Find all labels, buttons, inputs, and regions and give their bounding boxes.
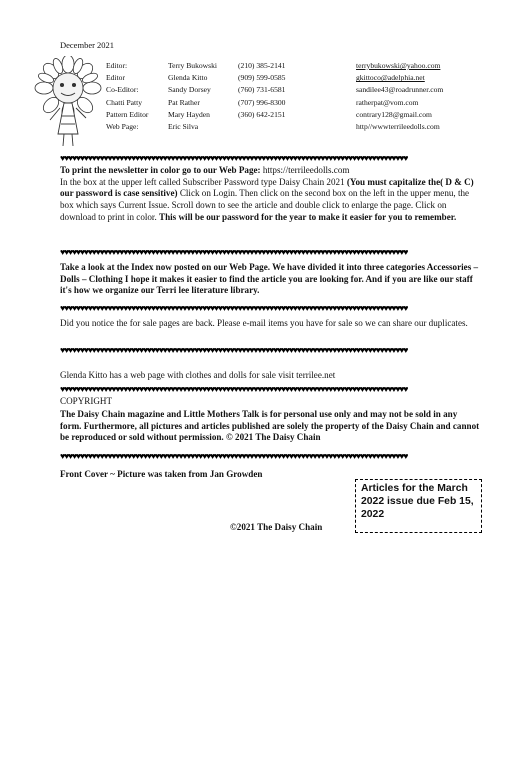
staff-role: Chatti Patty xyxy=(106,97,143,107)
staff-role: Co-Editor: xyxy=(106,85,139,95)
staff-phone: (760) 731-6581 xyxy=(238,85,286,95)
staff-email-link[interactable]: terrybukowski@yahoo.com xyxy=(356,61,441,70)
staff-name: Glenda Kitto xyxy=(168,73,208,83)
copyright-text: The Daisy Chain magazine and Little Mothers Talk is for personal use only and may not be sold in any form. Furthermore, all pictures and articles published are solely the property of the Daisy Chain and cannot be reproduced or sold without permission. © 2021 The Daisy Chain xyxy=(60,409,480,443)
staff-name: Terry Bukowski xyxy=(168,61,218,70)
staff-email-link[interactable]: gkittoco@adelphia.net xyxy=(356,73,425,83)
staff-phone: (707) 996-8300 xyxy=(238,97,286,107)
for-sale-note: Did you notice the for sale pages are back. Please e-mail items you have for sale so we can share our duplicates. xyxy=(60,318,468,328)
copyright-title: COPYRIGHT xyxy=(60,396,113,406)
print-instructions xyxy=(60,165,480,224)
heart-divider: ♥♥♥♥♥♥♥♥♥♥♥♥♥♥♥♥♥♥♥♥♥♥♥♥♥♥♥♥♥♥♥♥♥♥♥♥♥♥♥♥♥♥♥♥♥♥♥♥♥♥♥♥♥♥♥♥♥♥♥♥♥♥♥♥♥♥♥♥♥♥♥♥♥♥♥♥♥♥♥♥♥♥♥♥♥♥♥♥ xyxy=(60,451,408,461)
deadline-box: Articles for the March 2022 issue due Feb 15, 2022 xyxy=(355,479,482,533)
staff-phone: (360) 642-2151 xyxy=(238,109,286,119)
staff-role: Web Page: xyxy=(106,121,139,131)
heart-divider: ♥♥♥♥♥♥♥♥♥♥♥♥♥♥♥♥♥♥♥♥♥♥♥♥♥♥♥♥♥♥♥♥♥♥♥♥♥♥♥♥♥♥♥♥♥♥♥♥♥♥♥♥♥♥♥♥♥♥♥♥♥♥♥♥♥♥♥♥♥♥♥♥♥♥♥♥♥♥♥♥♥♥♥♥♥♥♥♥ xyxy=(60,153,408,163)
front-cover-credit: Front Cover ~ Picture was taken from Jan Growden xyxy=(60,469,263,479)
glenda-web-note: Glenda Kitto has a web page with clothes and dolls for sale visit terrilee.net xyxy=(60,370,336,380)
newsletter-date: December 2021 xyxy=(60,40,115,50)
staff-email: sandilee43@roadrunner.com xyxy=(356,85,444,95)
staff-email: ratherpat@vom.com xyxy=(356,97,419,107)
web-page-link[interactable]: http//wwwterrileedolls.com xyxy=(356,121,440,131)
staff-role: Editor xyxy=(106,73,125,83)
heart-divider: ♥♥♥♥♥♥♥♥♥♥♥♥♥♥♥♥♥♥♥♥♥♥♥♥♥♥♥♥♥♥♥♥♥♥♥♥♥♥♥♥♥♥♥♥♥♥♥♥♥♥♥♥♥♥♥♥♥♥♥♥♥♥♥♥♥♥♥♥♥♥♥♥♥♥♥♥♥♥♥♥♥♥♥♥♥♥♥♥ xyxy=(60,247,408,257)
heart-divider: ♥♥♥♥♥♥♥♥♥♥♥♥♥♥♥♥♥♥♥♥♥♥♥♥♥♥♥♥♥♥♥♥♥♥♥♥♥♥♥♥♥♥♥♥♥♥♥♥♥♥♥♥♥♥♥♥♥♥♥♥♥♥♥♥♥♥♥♥♥♥♥♥♥♥♥♥♥♥♥♥♥♥♥♥♥♥♥♥ xyxy=(60,384,408,394)
capitalize-note: (You must capitalize the( D & C) our password is case sensitive) xyxy=(60,176,474,199)
print-title: To print the newsletter in color go to our Web Page: xyxy=(60,165,261,175)
daisy-doll-logo xyxy=(34,56,102,148)
staff-name: Pat Rather xyxy=(168,97,200,107)
index-note: Take a look at the Index now posted on our Web Page. We have divided it into three categories Accessories – Dolls – Clothing I hope it makes it easier to find the article you are looking for. And if you are like our staff it's how we organize our Terri lee literature library. xyxy=(60,262,479,296)
website-link[interactable]: https://terrileedolls.com xyxy=(260,165,350,175)
staff-role: Editor: xyxy=(106,61,128,70)
staff-phone: (210) 385-2141 xyxy=(238,61,286,70)
staff-email: contrary128@gmail.com xyxy=(356,109,432,119)
footer-copyright: ©2021 The Daisy Chain xyxy=(230,522,323,532)
print-body-1: In the box at the upper left called Subscriber Password type Daisy Chain 2021 xyxy=(60,176,347,187)
staff-role: Pattern Editor xyxy=(106,109,149,119)
password-note: This will be our password for the year to make it easier for you to remember. xyxy=(159,211,457,222)
heart-divider: ♥♥♥♥♥♥♥♥♥♥♥♥♥♥♥♥♥♥♥♥♥♥♥♥♥♥♥♥♥♥♥♥♥♥♥♥♥♥♥♥♥♥♥♥♥♥♥♥♥♥♥♥♥♥♥♥♥♥♥♥♥♥♥♥♥♥♥♥♥♥♥♥♥♥♥♥♥♥♥♥♥♥♥♥♥♥♥♥ xyxy=(60,303,408,313)
staff-name: Mary Hayden xyxy=(168,109,210,119)
print-body-2: Click on Login. Then click on the second box on the left in the upper menu, the box which says Current Issue. Scroll down to see the article and double click to enlarge the page. Click on download to print in color. xyxy=(60,188,470,222)
staff-name: Eric Silva xyxy=(168,121,199,131)
staff-name: Sandy Dorsey xyxy=(168,85,211,95)
heart-divider: ♥♥♥♥♥♥♥♥♥♥♥♥♥♥♥♥♥♥♥♥♥♥♥♥♥♥♥♥♥♥♥♥♥♥♥♥♥♥♥♥♥♥♥♥♥♥♥♥♥♥♥♥♥♥♥♥♥♥♥♥♥♥♥♥♥♥♥♥♥♥♥♥♥♥♥♥♥♥♥♥♥♥♥♥♥♥♥♥ xyxy=(60,345,408,355)
staff-phone: (909) 599-0585 xyxy=(238,73,286,83)
